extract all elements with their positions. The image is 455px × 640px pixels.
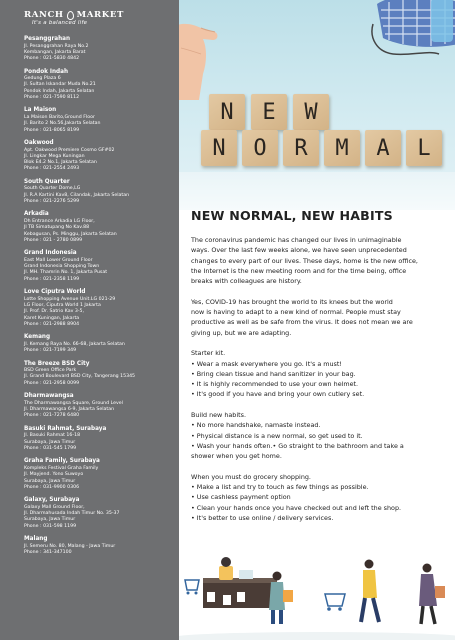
article-line: shower when you get home. — [191, 452, 282, 461]
store-address-line: Dh Entrance Arkadia LG Floor, — [24, 218, 95, 224]
store-list — [24, 36, 169, 556]
store-entry — [24, 107, 169, 133]
article-line: changes to every part of our lives. These days, home is the new office, — [191, 256, 418, 265]
store-name: South Quarter — [24, 178, 70, 185]
article-paragraph — [191, 235, 447, 286]
store-name: Arkadia — [24, 211, 49, 218]
store-address-line: The Dharmawangsa Square, Ground Level — [24, 400, 123, 406]
store-entry — [24, 140, 169, 173]
store-name: Kemang — [24, 334, 51, 341]
letter-block: N — [201, 130, 237, 166]
brand-logo — [24, 10, 169, 26]
store-entry — [24, 36, 169, 62]
store-address-line: Phone : 021-5830 4842 — [24, 56, 80, 62]
article-line: • It's good if you have and bring your own cutlery set. — [191, 390, 365, 399]
article-line: • It's better to use online / delivery services. — [191, 514, 334, 523]
store-name: Grand Indonesia — [24, 250, 77, 257]
store-address-line: Jl. R.A Kartini Kav8, Cilandak, Jakarta Selatan — [24, 192, 130, 198]
store-entry — [24, 458, 169, 491]
store-address-line: Jl. Barito 2 No.56,Jakarta Selatan — [24, 121, 101, 127]
hero-image — [179, 0, 455, 210]
store-address-line: Phone : 341-347100 — [24, 549, 72, 555]
store-address-line: Phone : 021 - 2780 0899 — [24, 237, 83, 243]
article-line: the Internet is the new meeting room and for the time being, office — [191, 266, 407, 275]
store-address-line: Phone : 021-2358 1199 — [24, 276, 80, 282]
store-sidebar — [0, 0, 179, 640]
store-entry — [24, 426, 169, 452]
article-line: • It is highly recommended to use your own helmet. — [191, 380, 359, 389]
store-name: Basuki Rahmat, Surabaya — [24, 425, 107, 432]
store-address-line: Phone : 021-2276 5299 — [24, 199, 80, 204]
store-name: Love Ciputra World — [24, 289, 86, 296]
store-address-line: Surabaya, Jawa Timur — [24, 517, 76, 523]
store-entry — [24, 361, 169, 387]
store-address-line: Lotte Shopping Avenue Unit.LG 021-29 — [24, 296, 116, 302]
store-name: Malang — [24, 536, 48, 543]
store-address-line: Phone : 031-9900 0306 — [24, 484, 80, 490]
store-name: Galaxy, Surabaya — [24, 497, 80, 504]
article-line: • Physical distance is a new normal, so get used to it. — [191, 431, 363, 440]
store-entry — [24, 250, 169, 283]
letter-block: O — [242, 130, 278, 166]
letter-block: R — [283, 130, 319, 166]
letter-block: L — [406, 130, 442, 166]
store-address-line: Phone : 031-545 1799 — [24, 445, 77, 451]
store-address-line: Jl TB Simatupang No Kav.88 — [24, 225, 90, 231]
article-line: • Wash your hands often.• Go straight to the bathroom and take a — [191, 441, 404, 450]
article-line: Build new habits. — [191, 411, 246, 420]
store-address-line: Phone : 021-8065 8199 — [24, 127, 80, 133]
store-address-line: Jl. Pesanggrahan Raya No.2 — [24, 43, 89, 49]
article-line: ways. Over the last few weeks alone, we have seen unprecedented — [191, 246, 407, 255]
store-address-line: Kembangan, Jakarta Barat — [24, 49, 86, 55]
brand-name: RANCH — [24, 10, 64, 20]
store-entry — [24, 211, 169, 244]
article-line: • Make a list and try to touch as few things as possible. — [191, 483, 369, 492]
store-address-line: Karet Kuningan, Jakarta — [24, 315, 80, 321]
store-name: The Breeze BSD City — [24, 360, 90, 367]
article-line: productive as well as be safe from the virus. It does not mean we are — [191, 318, 413, 327]
store-address-line: Jl. Lingkar Mega Kuningan — [24, 153, 85, 159]
store-address-line: East Mall Lower Ground Floor — [24, 257, 93, 263]
article-paragraph — [191, 472, 447, 523]
letter-block: E — [251, 94, 287, 130]
article-body — [191, 235, 447, 523]
store-address-line: Jl. Prof. Dr. Satrio Kav 3-5, — [24, 309, 85, 315]
store-address-line: Jl. Kemang Raya No. 66-68, Jakarta Selatan — [24, 341, 125, 347]
article-headline: NEW NORMAL, NEW HABITS — [191, 208, 393, 223]
letter-block: M — [324, 130, 360, 166]
leaf-logo-icon — [67, 11, 74, 20]
letter-block: W — [293, 94, 329, 130]
store-address-line: Phone : 021-2958 0099 — [24, 380, 80, 386]
store-address-line: BSD Green Office Park — [24, 368, 77, 374]
brand-tagline: It's a balanced life — [32, 20, 88, 26]
store-address-line: Apt. Oakwood Premiere Cosmo GF#02 — [24, 147, 115, 153]
article-paragraph — [191, 348, 447, 399]
article-paragraph — [191, 297, 447, 338]
store-name: Pesanggrahan — [24, 36, 71, 42]
store-address-line: Phone : 021-7590 8112 — [24, 94, 80, 100]
store-address-line: Phone : 021-7278 6480 — [24, 413, 80, 419]
store-entry — [24, 393, 169, 419]
article-paragraph — [191, 410, 447, 461]
store-address-line: Jl. Dharmawangsa 6-9, Jakarta Selatan — [24, 407, 115, 413]
store-address-line: Galaxy Mall Ground Floor, — [24, 504, 85, 510]
store-address-line: La Maison Barito,Ground Floor — [24, 114, 95, 120]
store-name: Graha Family, Surabaya — [24, 458, 100, 465]
store-address-line: Kompleks Festival Graha Family — [24, 465, 99, 471]
store-address-line: Surabaya, Jawa Timur — [24, 439, 76, 445]
article-line: • No more handshake, namaste instead. — [191, 421, 321, 430]
store-entry — [24, 289, 169, 328]
store-address-line: Gedung Plaza 6 — [24, 76, 61, 82]
article-line: Starter kit. — [191, 349, 226, 358]
store-address-line: Phone : 021-2988 8904 — [24, 321, 80, 327]
store-address-line: Jl. Basuki Rahmat 16-18 — [24, 433, 81, 439]
article-line: When you must do grocery shopping. — [191, 472, 311, 481]
store-address-line: Jl. Grand Boulevard BSD City, Tangerang 15345 — [24, 374, 136, 380]
article — [191, 208, 447, 534]
letter-block: A — [365, 130, 401, 166]
brand-name-2: MARKET — [76, 10, 124, 20]
store-address-line: South Quarter Dome,LG — [24, 186, 81, 192]
table-surface — [179, 172, 455, 210]
face-mask-illustration — [369, 0, 455, 56]
store-address-line: Jl. Dharmahusada Indah Timur No. 35-37 — [24, 511, 120, 517]
article-line: • Bring clean tissue and hand sanitizer in your bag. — [191, 369, 356, 378]
store-entry — [24, 536, 169, 556]
store-entry — [24, 497, 169, 530]
hand-illustration — [179, 8, 219, 100]
article-line: • Use cashless payment option — [191, 493, 291, 502]
article-line: giving up, but we are adapting. — [191, 328, 292, 337]
store-address-line: Phone : 021-7199 349 — [24, 348, 77, 354]
store-name: Dharmawangsa — [24, 393, 74, 400]
store-name: Pondok Indah — [24, 68, 68, 75]
store-address-line: Jl. MH. Thamrin No. 1, Jakarta Pusat — [24, 270, 108, 276]
article-line: Yes, COVID-19 has brought the world to its knees but the world — [191, 297, 393, 306]
store-address-line: Jl. Sultan Iskandar Muda No.21 — [24, 82, 96, 88]
store-address-line: Jl. Mayjend. Yono Suwoyo — [24, 472, 84, 478]
store-address-line: Pondok Indah, Jakarta Selatan — [24, 88, 95, 94]
article-line: • Wear a mask everywhere you go. It's a must! — [191, 359, 342, 368]
store-address-line: Phone : 031-598 1199 — [24, 523, 77, 529]
store-address-line: LG Floor, Ciputra World 1 Jakarta — [24, 303, 101, 309]
store-address-line: Blok E4.2 No.1, Jakarta Selatan — [24, 160, 97, 166]
store-name: Oakwood — [24, 140, 54, 147]
article-line: • Clean your hands once you have checked out and left the shop. — [191, 503, 402, 512]
store-entry — [24, 69, 169, 102]
letter-block: N — [209, 94, 245, 130]
store-entry — [24, 334, 169, 354]
store-address-line: Surabaya, Jawa Timur — [24, 478, 76, 484]
store-entry — [24, 179, 169, 205]
store-address-line: Phone : 021-2554 2493 — [24, 166, 80, 172]
article-line: breaks with colleagues are history. — [191, 277, 302, 286]
article-line: now is having to adapt to a new kind of normal. People must stay — [191, 308, 401, 317]
store-name: La Maison — [24, 107, 57, 114]
store-address-line: Grand Indonesia Shopping Town — [24, 264, 100, 270]
store-address-line: Kebagusan, Ps. Minggu, Jakarta Selatan — [24, 231, 117, 237]
shopping-scene-illustration — [179, 548, 455, 640]
article-line: The coronavirus pandemic has changed our lives in unimaginable — [191, 236, 402, 244]
store-address-line: Jl. Semeru No. 80, Malang - Jawa Timur — [24, 543, 116, 549]
